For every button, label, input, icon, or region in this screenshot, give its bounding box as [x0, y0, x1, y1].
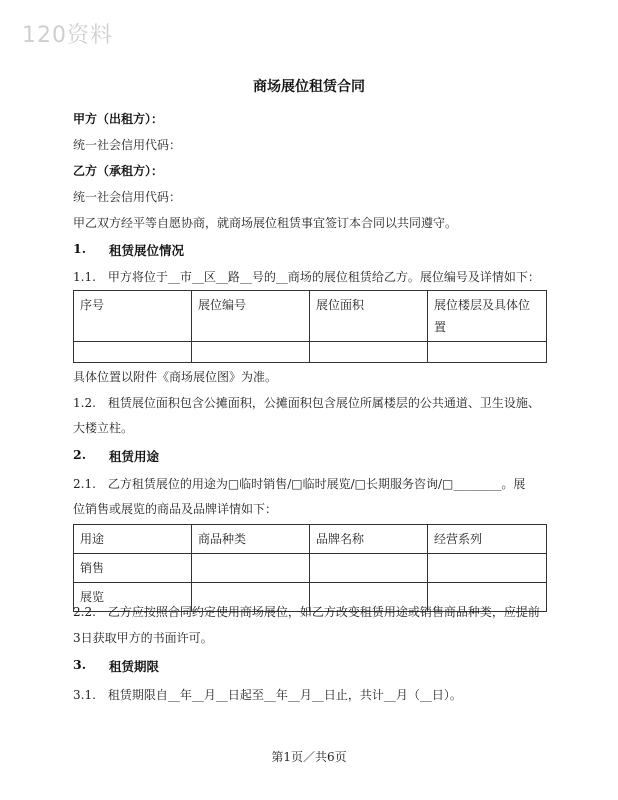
- party-b-credit-code: 统一社会信用代码：: [73, 190, 182, 204]
- clause-2-1-line-1: 2.1. 乙方租赁展位的用途为□临时销售/□临时展览/□长期服务咨询/□________。展: [73, 477, 526, 491]
- booth-table: [73, 290, 547, 363]
- party-a-label: 甲方（出租方）：: [73, 112, 164, 126]
- page-title: 商场展位租赁合同: [253, 79, 365, 95]
- table-note: 具体位置以附件《商场展位图》为准。: [73, 370, 278, 384]
- table-header-row: [74, 525, 547, 554]
- party-a-credit-code: 统一社会信用代码：: [73, 138, 182, 152]
- table-cell: 销售: [74, 554, 192, 583]
- table-header-cell: 商品种类: [192, 525, 310, 554]
- table-cell: [428, 342, 547, 363]
- clause-1-2-line-1: 1.2. 租赁展位面积包含公摊面积，公摊面积包含展位所属楼层的公共通道、卫生设施、: [73, 396, 540, 410]
- table-row: [74, 554, 547, 583]
- clause-2-2-line-2: 3日获取甲方的书面许可。: [73, 631, 213, 645]
- table-row: [74, 342, 547, 363]
- section-1-number: 1.: [73, 241, 87, 256]
- table-header-row: [74, 291, 547, 342]
- table-header-cell: 品牌名称: [310, 525, 428, 554]
- table-header-cell: 序号: [74, 291, 192, 342]
- clause-2-1-line-2: 位销售或展览的商品及品牌详情如下：: [73, 502, 278, 516]
- clause-3-1: 3.1. 租赁期限自__年__月__日起至__年__月__日止，共计__月（__日）。: [73, 688, 462, 702]
- table-header-cell: 用途: [74, 525, 192, 554]
- table-header-cell: 展位楼层及具体位置: [428, 291, 547, 342]
- section-2-number: 2.: [73, 447, 87, 462]
- table-header-cell: 展位编号: [192, 291, 310, 342]
- table-cell: [192, 554, 310, 583]
- usage-table: [73, 524, 547, 612]
- clause-1-2-line-2: 大楼立柱。: [73, 421, 134, 435]
- party-b-label: 乙方（承租方）：: [73, 164, 164, 178]
- table-header-cell: 展位面积: [310, 291, 428, 342]
- section-2-title: 租赁用途: [109, 449, 160, 464]
- table-cell: [310, 342, 428, 363]
- page-footer: 第1页／共6页: [271, 750, 347, 764]
- watermark: 120资料: [22, 23, 113, 48]
- section-1-title: 租赁展位情况: [109, 243, 185, 258]
- table-header-cell: 经营系列: [428, 525, 547, 554]
- section-3-title: 租赁期限: [109, 659, 160, 674]
- clause-1-1: 1.1. 甲方将位于__市__区__路__号的__商场的展位租赁给乙方。展位编号及详情如下：: [73, 270, 540, 284]
- table-cell: [192, 342, 310, 363]
- intro-paragraph: 甲乙双方经平等自愿协商，就商场展位租赁事宜签订本合同以共同遵守。: [73, 216, 458, 230]
- section-3-number: 3.: [73, 657, 87, 672]
- table-cell: 展览: [74, 583, 192, 612]
- table-cell: [310, 554, 428, 583]
- table-cell: [428, 554, 547, 583]
- table-cell: [74, 342, 192, 363]
- clause-2-2-line-1: 2.2. 乙方应按照合同约定使用商场展位，如乙方改变租赁用途或销售商品种类，应提前: [73, 605, 540, 619]
